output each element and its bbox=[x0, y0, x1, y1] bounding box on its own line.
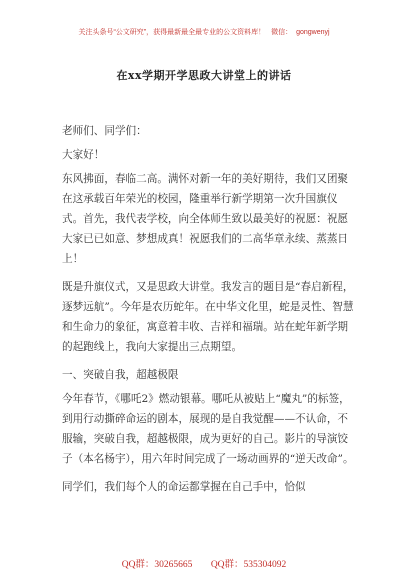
footer-qq-group-2: QQ群：535304092 bbox=[210, 560, 287, 570]
document-body bbox=[62, 121, 354, 505]
section-heading: 一、突破自我，超越极限 bbox=[62, 369, 179, 381]
body-paragraph: 既是升旗仪式，又是思政大讲堂。我发言的题目是“春启新程，逐梦远航”。今年是农历蛇年。在中华文化里，蛇是灵性、智慧和生命力的象征，寓意着丰收、吉祥和福瑞。站在蛇年新学期的起跑线上，我向大家提出三点期望。 bbox=[62, 281, 354, 353]
salutation: 老师们、同学们： bbox=[62, 125, 147, 137]
header-wechat-label: 微信： bbox=[271, 29, 293, 36]
document-title: 在xx学期开学思政大讲堂上的讲话 bbox=[116, 69, 292, 82]
header-banner bbox=[0, 27, 408, 37]
footer-contacts bbox=[0, 556, 408, 570]
body-paragraph: 东风拂面，春临二高。满怀对新一年的美好期待，我们又团聚在这承载百年荣光的校园，隆重举行新学期第一次升国旗仪式。首先，我代表学校，向全体师生致以最美好的祝愿：祝愿大家已已如意、梦想成真！祝愿我们的二高华章永续、蒸蒸日上！ bbox=[62, 173, 349, 265]
header-notice: 关注头条号“公文研究”，获得最新最全最专业的公文资料库！ bbox=[78, 29, 266, 36]
header-wechat-id: gongwenyj bbox=[296, 29, 330, 36]
footer-qq-group-1: QQ群：30265665 bbox=[121, 560, 193, 570]
body-paragraph: 今年春节，《哪吒2》燃动银幕。哪吒从被贴上“魔丸”的标签，到用行动撕碎命运的剧本，展现的是自我觉醒——不认命，不服输，突破自我，超越极限，成为更好的自己。影片的导演饺子（本名杨宇），用六年时间完成了一场动画界的“逆天改命”。 bbox=[62, 393, 354, 465]
body-paragraph: 同学们，我们每个人的命运都掌握在自己手中，恰似 bbox=[62, 481, 306, 493]
greeting: 大家好！ bbox=[62, 149, 105, 161]
